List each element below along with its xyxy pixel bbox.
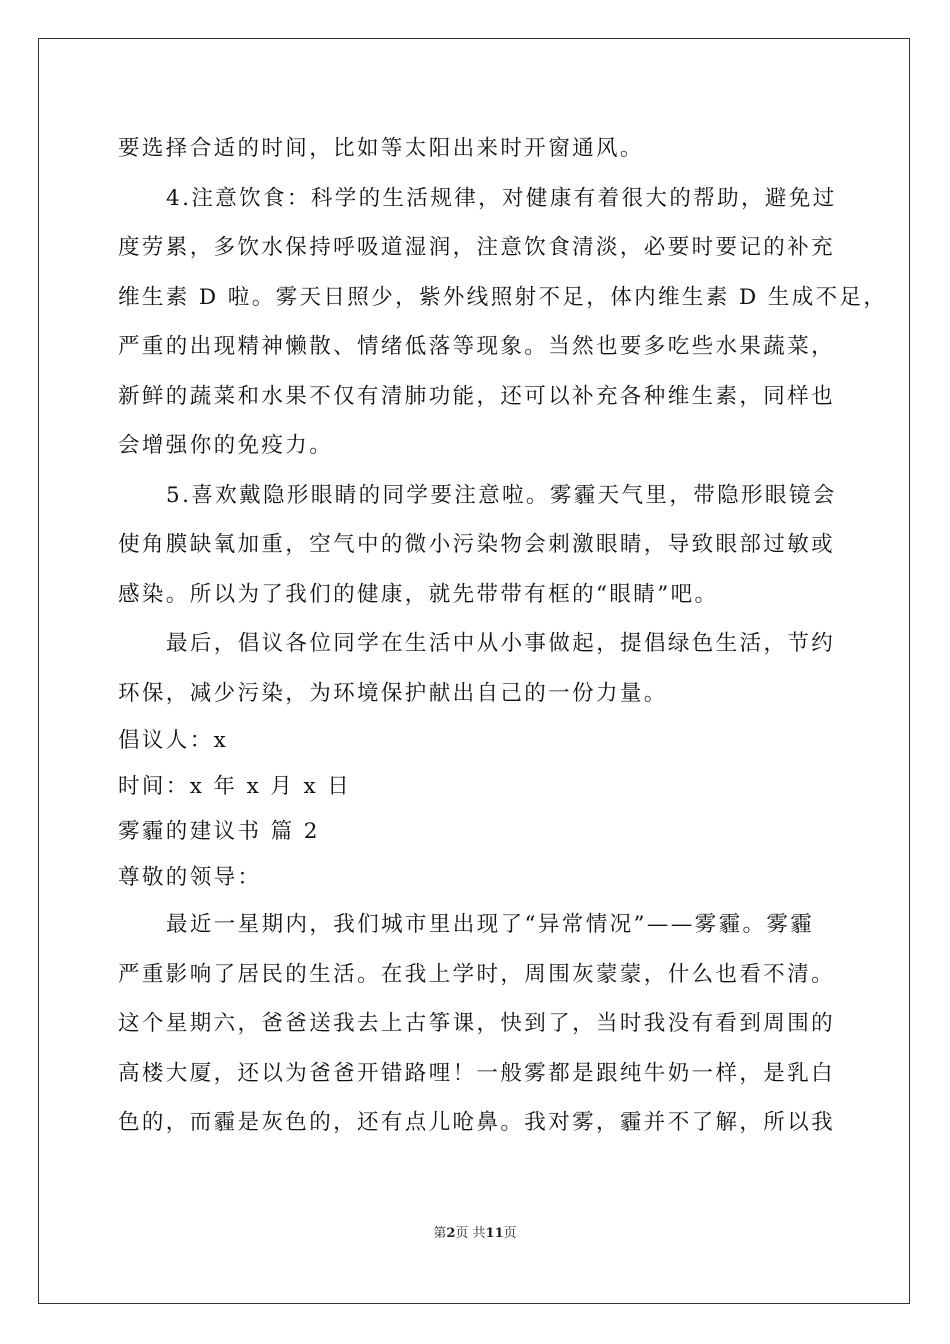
- footer-suffix: 页: [503, 1226, 517, 1241]
- date-line: 时间：x 年 x 月 x 日: [118, 773, 352, 799]
- paragraph-line: 5.喜欢戴隐形眼睛的同学要注意啦。雾霾天气里，带隐形眼镜会: [166, 482, 837, 508]
- paragraph-line: 高楼大厦，还以为爸爸开错路哩！一般雾都是跟纯牛奶一样，是乳白: [118, 1060, 836, 1086]
- paragraph-line: 要选择合适的时间，比如等太阳出来时开窗通风。: [118, 136, 644, 161]
- paragraph-line: 维生素 D 啦。雾天日照少，紫外线照射不足，体内维生素 D 生成不足，: [118, 284, 888, 310]
- paragraph-line: 使角膜缺氧加重，空气中的微小污染物会刺激眼睛，导致眼部过敏或: [118, 532, 836, 557]
- paragraph-line: 最近一星期内，我们城市里出现了“异常情况”——雾霾。雾霾: [166, 912, 815, 937]
- section-heading: 雾霾的建议书 篇 2: [118, 819, 320, 844]
- paragraph-line: 严重的出现精神懒散、情绪低落等现象。当然也要多吃些水果蔬菜，: [118, 334, 836, 359]
- paragraph-line: 度劳累，多饮水保持呼吸道湿润，注意饮食清淡，必要时要记的补充: [118, 235, 836, 260]
- paragraph-line: 感染。所以为了我们的健康，就先带带有框的“眼睛”吧。: [118, 581, 719, 607]
- salutation: 尊敬的领导：: [118, 864, 262, 890]
- paragraph-line: 新鲜的蔬菜和水果不仅有清肺功能，还可以补充各种维生素，同样也: [118, 383, 836, 409]
- paragraph-line: 最后，倡议各位同学在生活中从小事做起，提倡绿色生活，节约: [166, 631, 836, 656]
- signer-line: 倡议人：x: [118, 728, 229, 753]
- document-body: [118, 124, 888, 1148]
- footer-total-pages: 11: [485, 1226, 504, 1241]
- footer-prefix: 第: [433, 1226, 447, 1241]
- paragraph-line: 严重影响了居民的生活。在我上学时，周围灰蒙蒙，什么也看不清。: [118, 961, 836, 987]
- footer-mid: 页 共: [455, 1226, 486, 1241]
- paragraph-line: 会增强你的免疫力。: [118, 433, 334, 458]
- paragraph-line: 色的，而霾是灰色的，还有点儿呛鼻。我对雾，霾并不了解，所以我: [118, 1110, 836, 1135]
- footer-page-number: 2: [446, 1226, 456, 1241]
- page-footer: [0, 1222, 950, 1241]
- paragraph-line: 4.注意饮食：科学的生活规律，对健康有着很大的帮助，避免过: [166, 185, 837, 211]
- paragraph-line: 这个星期六，爸爸送我去上古筝课，快到了，当时我没有看到周围的: [118, 1011, 836, 1036]
- paragraph-line: 环保，减少污染，为环境保护献出自己的一份力量。: [118, 680, 668, 706]
